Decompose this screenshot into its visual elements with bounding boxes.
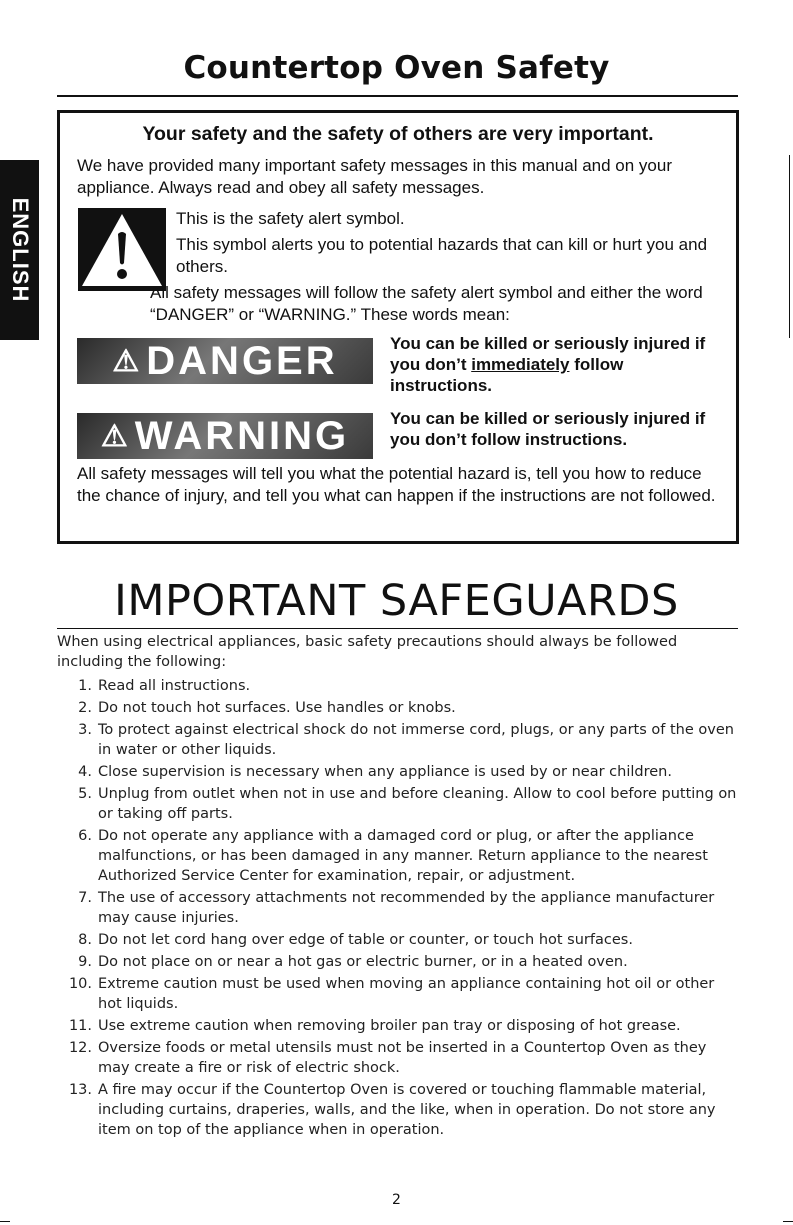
- safeguards-rule: [57, 628, 738, 629]
- warning-alert-icon: ⚠: [100, 419, 131, 453]
- page-number: 2: [392, 1192, 401, 1208]
- safeguard-item: [57, 720, 738, 760]
- safeguard-item: [57, 762, 738, 782]
- safeguard-item: [57, 1038, 738, 1078]
- safety-intro: We have provided many important safety messages in this manual and on your appliance. Always read and obey all safety messages.: [77, 156, 672, 197]
- safeguard-item: [57, 826, 738, 886]
- safeguard-item: [57, 1080, 738, 1140]
- safeguard-item: [57, 974, 738, 1014]
- item-text: Do not let cord hang over edge of table or counter, or touch hot surfaces.: [98, 932, 633, 948]
- warning-description: You can be killed or seriously injured if you don’t follow instructions.: [390, 409, 706, 449]
- page-title: Countertop Oven Safety: [183, 50, 610, 86]
- item-number: 9.: [78, 954, 92, 970]
- danger-alert-icon: ⚠: [112, 344, 143, 378]
- item-text: A fire may occur if the Countertop Oven is covered or touching flammable material, including curtains, draperies, walls, and the like, when in operation. Do not store any item on top of the appliance when in operation.: [98, 1082, 716, 1138]
- margin-line: [789, 155, 790, 338]
- item-number: 11.: [68, 1018, 92, 1034]
- item-text: Oversize foods or metal utensils must not be inserted in a Countertop Oven as they may create a fire or risk of electric shock.: [98, 1040, 707, 1076]
- item-number: 3.: [78, 722, 92, 738]
- item-number: 8.: [78, 932, 92, 948]
- title-rule: [57, 95, 738, 97]
- item-text: Do not place on or near a hot gas or electric burner, or in a heated oven.: [98, 954, 628, 970]
- item-text: Do not operate any appliance with a damaged cord or plug, or after the appliance malfunctions, or has been damaged in any manner. Return appliance to the nearest Authorized Service Center for examination, repair, or adjustment.: [98, 828, 708, 884]
- item-number: 13.: [68, 1082, 92, 1098]
- safeguard-item: [57, 952, 738, 972]
- safety-alert-triangle-icon: [78, 208, 166, 291]
- item-number: 4.: [78, 764, 92, 780]
- item-text: Extreme caution must be used when moving an appliance containing hot oil or other hot liquids.: [98, 976, 715, 1012]
- item-number: 1.: [78, 678, 92, 694]
- item-text: Use extreme caution when removing broiler pan tray or disposing of hot grease.: [98, 1018, 681, 1034]
- safeguard-item: [57, 676, 738, 696]
- safety-box-heading: Your safety and the safety of others are very important.: [142, 123, 654, 145]
- warning-word: WARNING: [134, 413, 350, 458]
- safety-box: [57, 110, 739, 544]
- danger-text-emphasis: immediately: [471, 355, 570, 374]
- item-text: The use of accessory attachments not recommended by the appliance manufacturer may cause injuries.: [98, 890, 715, 926]
- safety-closing: All safety messages will tell you what the potential hazard is, tell you how to reduce the chance of injury, and tell you what can happen if the instructions are not followed.: [77, 464, 716, 505]
- item-text: To protect against electrical shock do not immerse cord, plugs, or any parts of the oven in water or other liquids.: [98, 722, 734, 758]
- danger-text-part: You can be killed or seriously injured if you don’t: [390, 334, 706, 374]
- danger-description: [390, 333, 730, 396]
- safeguards-section: [57, 632, 738, 1142]
- danger-signal-label: [77, 338, 373, 384]
- safeguard-item: [57, 698, 738, 718]
- item-text: Do not touch hot surfaces. Use handles or knobs.: [98, 700, 456, 716]
- safeguards-list: [57, 676, 738, 1140]
- language-tab: [0, 160, 39, 340]
- item-number: 12.: [68, 1040, 92, 1056]
- safeguards-lead: When using electrical appliances, basic safety precautions should always be followed including the following:: [57, 634, 678, 670]
- alert-line: This symbol alerts you to potential hazards that can kill or hurt you and others.: [176, 235, 708, 276]
- safeguards-title: IMPORTANT SAFEGUARDS: [114, 576, 679, 626]
- item-text: Read all instructions.: [98, 678, 251, 694]
- item-number: 6.: [78, 828, 92, 844]
- danger-text-part: follow instructions.: [390, 355, 624, 395]
- safeguard-item: [57, 1016, 738, 1036]
- alert-line: This is the safety alert symbol.: [176, 209, 405, 228]
- safeguard-item: [57, 930, 738, 950]
- alert-description: [150, 208, 728, 330]
- warning-signal-label: [77, 413, 373, 459]
- language-tab-label: ENGLISH: [7, 197, 33, 303]
- item-text: Close supervision is necessary when any appliance is used by or near children.: [98, 764, 672, 780]
- item-number: 2.: [78, 700, 92, 716]
- safeguard-item: [57, 888, 738, 928]
- item-text: Unplug from outlet when not in use and before cleaning. Allow to cool before putting on or taking off parts.: [98, 786, 737, 822]
- crop-mark: [0, 1221, 10, 1222]
- alert-line: All safety messages will follow the safety alert symbol and either the word “DANGER” or “WARNING.” These words mean:: [150, 283, 703, 324]
- safeguard-item: [57, 784, 738, 824]
- item-number: 10.: [68, 976, 92, 992]
- item-number: 7.: [78, 890, 92, 906]
- crop-mark: [783, 1221, 793, 1222]
- item-number: 5.: [78, 786, 92, 802]
- danger-word: DANGER: [146, 338, 338, 383]
